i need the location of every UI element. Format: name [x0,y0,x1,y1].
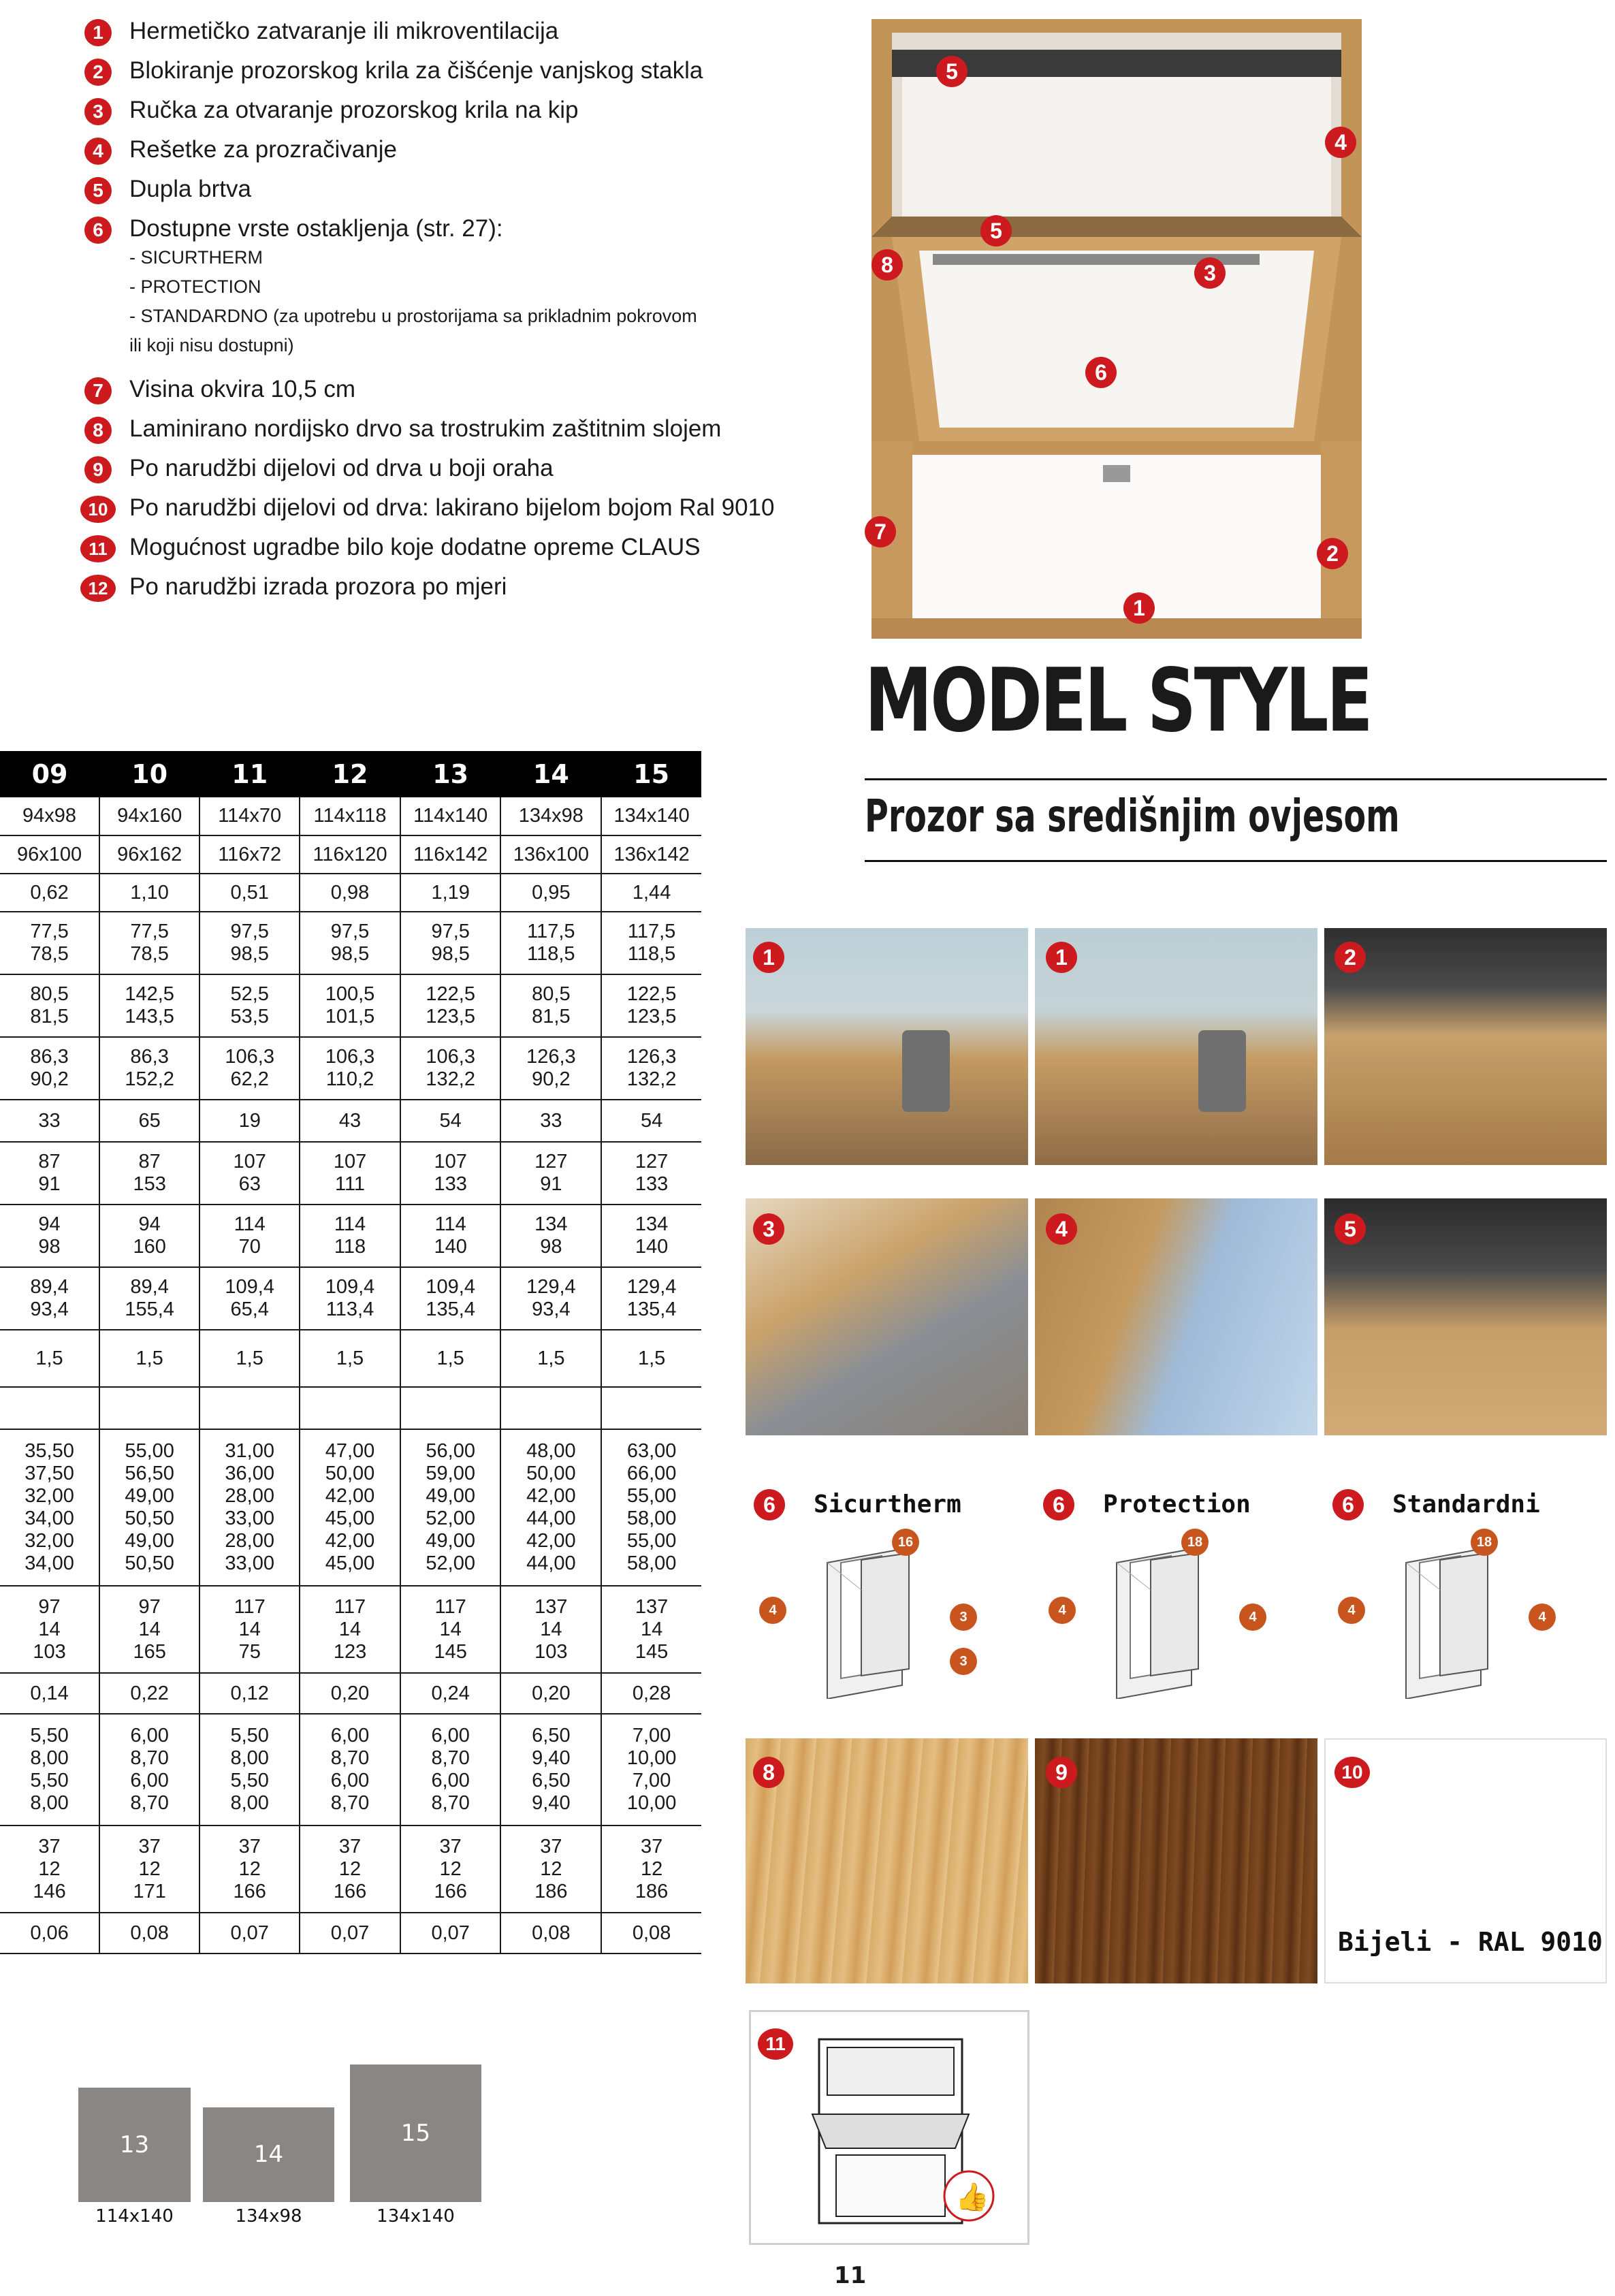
window-callout-2: 2 [1317,538,1348,569]
table-cell: 117,5 118,5 [601,912,701,974]
glazing-num-right: 4 [1239,1604,1266,1631]
table-cell: 80,5 81,5 [0,974,99,1037]
accessory-window-icon [751,2012,1032,2247]
glazing-unit-icon [800,1535,963,1699]
table-cell: 129,4 135,4 [601,1267,701,1330]
table-cell: 37 12 146 [0,1825,99,1913]
table-cell: 0,20 [500,1673,601,1714]
table-cell: 122,5 123,5 [601,974,701,1037]
glazing-num-top: 16 [892,1529,919,1556]
feature-badge-3: 3 [84,98,112,125]
table-cell: 106,3 62,2 [199,1037,300,1100]
feature-text-2: Blokiranje prozorskog krila za čišćenje vanjskog stakla [129,57,703,84]
table-cell: 48,00 50,00 42,00 44,00 42,00 44,00 [500,1429,601,1586]
window-callout-8: 8 [872,249,903,281]
size-box-14: 14 [203,2107,334,2202]
feature-text-7: Visina okvira 10,5 cm [129,376,356,402]
table-cell [300,1387,400,1429]
table-cell: 134x98 [500,797,601,835]
accessory-panel [749,2010,1029,2245]
table-header-14: 14 [500,751,601,797]
table-cell [0,1387,99,1429]
window-callout-7: 7 [865,516,896,547]
table-cell: 43 [300,1100,400,1142]
table-row [0,1913,701,1954]
table-cell: 107 63 [199,1142,300,1205]
table-cell: 97,5 98,5 [400,912,501,974]
finish-white-label: Bijeli - RAL 9010 [1338,1927,1603,1957]
table-header-row [0,751,701,797]
table-cell: 0,22 [99,1673,199,1714]
window-drawing [865,19,1369,639]
feature-text-5: Dupla brtva [129,176,251,202]
table-cell: 134 98 [500,1205,601,1267]
table-cell: 47,00 50,00 42,00 45,00 42,00 45,00 [300,1429,400,1586]
table-row [0,1387,701,1429]
table-cell: 77,5 78,5 [0,912,99,974]
table-cell: 37 12 186 [601,1825,701,1913]
table-cell: 96x162 [99,835,199,874]
table-cell: 80,5 81,5 [500,974,601,1037]
table-cell: 6,00 8,70 6,00 8,70 [400,1714,501,1825]
glazing-sub-2: - PROTECTION [129,276,261,297]
glazing-badge: 6 [1332,1489,1364,1520]
table-cell: 6,00 8,70 6,00 8,70 [99,1714,199,1825]
table-cell: 37 12 186 [500,1825,601,1913]
table-cell: 142,5 143,5 [99,974,199,1037]
table-cell: 65 [99,1100,199,1142]
table-header-13: 13 [400,751,501,797]
table-cell: 35,50 37,50 32,00 34,00 32,00 34,00 [0,1429,99,1586]
table-cell: 94 160 [99,1205,199,1267]
table-cell [500,1387,601,1429]
glazing-sub-4: ili koji nisu dostupni) [129,335,294,355]
table-cell: 97,5 98,5 [300,912,400,974]
size-box-15: 15 [350,2064,481,2202]
glazing-name: Standardni [1392,1490,1540,1518]
table-cell: 1,5 [199,1330,300,1387]
table-cell: 37 12 166 [199,1825,300,1913]
table-cell: 63,00 66,00 55,00 58,00 55,00 58,00 [601,1429,701,1586]
glazing-num-left: 4 [1338,1597,1365,1624]
table-row [0,1142,701,1205]
glazing-num-left: 4 [1049,1597,1076,1624]
table-cell: 114x140 [400,797,501,835]
table-cell: 1,10 [99,874,199,912]
table-cell: 97 14 165 [99,1586,199,1673]
table-row [0,874,701,912]
size-label-14: 134x98 [235,2206,302,2227]
table-cell: 1,5 [400,1330,501,1387]
table-cell: 87 91 [0,1142,99,1205]
window-callout-3: 3 [1194,257,1226,289]
table-cell: 116x120 [300,835,400,874]
table-cell: 0,08 [601,1913,701,1954]
feature-badge-4: 4 [84,138,112,165]
feature-text-4: Rešetke za prozračivanje [129,136,397,163]
table-cell: 117,5 118,5 [500,912,601,974]
table-cell: 97,5 98,5 [199,912,300,974]
glazing-num-right: 3 [950,1604,977,1631]
photo-badge-5: 5 [1334,1213,1366,1245]
feature-text-6: Dostupne vrste ostakljenja (str. 27): [129,215,503,242]
table-cell: 136x142 [601,835,701,874]
table-cell: 116x72 [199,835,300,874]
thumbs-up-icon: 👍 [955,2182,989,2212]
table-header-09: 09 [0,751,99,797]
table-cell: 94x98 [0,797,99,835]
table-row [0,1037,701,1100]
feature-badge-7: 7 [84,377,112,404]
table-cell: 96x100 [0,835,99,874]
table-cell: 137 14 103 [500,1586,601,1673]
table-row [0,1714,701,1825]
size-label-13: 114x140 [95,2206,174,2227]
table-cell: 89,4 155,4 [99,1267,199,1330]
feature-text-11: Mogućnost ugradbe bilo koje dodatne opreme CLAUS [129,534,701,560]
window-callout-5b: 5 [980,215,1012,246]
table-cell: 100,5 101,5 [300,974,400,1037]
photo-badge-1b: 1 [1046,942,1077,973]
finish-pine [746,1738,1028,1983]
table-cell [99,1387,199,1429]
table-cell: 0,62 [0,874,99,912]
table-cell: 129,4 93,4 [500,1267,601,1330]
glazing-sub-3: - STANDARDNO (za upotrebu u prostorijama sa prikladnim pokrovom [129,306,697,326]
table-cell: 114 118 [300,1205,400,1267]
glazing-num-right: 4 [1529,1604,1556,1631]
table-cell: 109,4 135,4 [400,1267,501,1330]
table-cell: 37 12 166 [300,1825,400,1913]
table-header-12: 12 [300,751,400,797]
glazing-protection [1035,1481,1317,1712]
table-cell: 56,00 59,00 49,00 52,00 49,00 52,00 [400,1429,501,1586]
table-cell: 6,00 8,70 6,00 8,70 [300,1714,400,1825]
table-cell: 0,07 [199,1913,300,1954]
table-cell: 0,06 [0,1913,99,1954]
table-row [0,1673,701,1714]
glazing-name: Protection [1103,1490,1251,1518]
table-row [0,797,701,835]
table-cell [400,1387,501,1429]
handle-icon [1198,1030,1246,1112]
table-cell: 94x160 [99,797,199,835]
table-cell: 107 111 [300,1142,400,1205]
finish-badge-9: 9 [1046,1757,1077,1788]
table-cell: 1,19 [400,874,501,912]
glazing-sicurtherm [746,1481,1028,1712]
table-row [0,1267,701,1330]
table-cell: 122,5 123,5 [400,974,501,1037]
table-cell: 37 12 171 [99,1825,199,1913]
table-cell: 114x70 [199,797,300,835]
table-cell: 0,12 [199,1673,300,1714]
table-row [0,1100,701,1142]
table-cell: 106,3 132,2 [400,1037,501,1100]
table-cell: 137 14 145 [601,1586,701,1673]
page-number: 11 [834,2262,867,2289]
feature-badge-9: 9 [84,456,112,483]
table-cell: 0,28 [601,1673,701,1714]
table-cell: 107 133 [400,1142,501,1205]
table-cell: 94 98 [0,1205,99,1267]
table-cell: 52,5 53,5 [199,974,300,1037]
feature-text-9: Po narudžbi dijelovi od drva u boji oraha [129,455,554,481]
table-cell: 106,3 110,2 [300,1037,400,1100]
table-cell: 117 14 145 [400,1586,501,1673]
table-cell: 87 153 [99,1142,199,1205]
table-cell: 114x118 [300,797,400,835]
glazing-num-top: 18 [1181,1529,1209,1556]
feature-badge-5: 5 [84,177,112,204]
feature-badge-11: 11 [80,535,116,562]
feature-text-10: Po narudžbi dijelovi od drva: lakirano bijelom bojom Ral 9010 [129,494,775,521]
window-illustration [865,19,1369,639]
photo-badge-2: 2 [1334,942,1366,973]
accessory-badge: 11 [758,2028,793,2060]
table-cell: 0,20 [300,1673,400,1714]
table-cell: 0,14 [0,1673,99,1714]
title-rule [865,778,1607,780]
table-cell: 0,95 [500,874,601,912]
glazing-unit-icon [1089,1535,1253,1699]
feature-text-1: Hermetičko zatvaranje ili mikroventilacija [129,18,559,44]
glazing-badge: 6 [1043,1489,1074,1520]
photo-seal-b [1035,928,1317,1165]
size-box-13: 13 [78,2088,191,2202]
table-cell: 33 [0,1100,99,1142]
table-cell: 136x100 [500,835,601,874]
table-cell: 109,4 113,4 [300,1267,400,1330]
glazing-num-top: 18 [1471,1529,1498,1556]
table-cell: 5,50 8,00 5,50 8,00 [199,1714,300,1825]
feature-text-12: Po narudžbi izrada prozora po mjeri [129,573,507,600]
table-cell: 126,3 90,2 [500,1037,601,1100]
table-cell: 0,51 [199,874,300,912]
table-cell: 127 133 [601,1142,701,1205]
table-row [0,1205,701,1267]
glazing-sub-1: - SICURTHERM [129,247,263,268]
feature-badge-8: 8 [84,417,112,444]
table-cell: 86,3 152,2 [99,1037,199,1100]
feature-badge-6: 6 [84,217,112,244]
table-cell: 33 [500,1100,601,1142]
table-cell: 6,50 9,40 6,50 9,40 [500,1714,601,1825]
table-cell: 19 [199,1100,300,1142]
table-cell: 117 14 75 [199,1586,300,1673]
feature-text-8: Laminirano nordijsko drvo sa trostrukim zaštitnim slojem [129,415,722,442]
table-cell: 77,5 78,5 [99,912,199,974]
photo-gasket [1324,1198,1607,1435]
feature-badge-12: 12 [80,575,116,602]
photo-vent [1035,1198,1317,1435]
table-cell: 5,50 8,00 5,50 8,00 [0,1714,99,1825]
table-cell: 1,44 [601,874,701,912]
table-cell: 1,5 [500,1330,601,1387]
table-cell: 37 12 166 [400,1825,501,1913]
window-callout-4: 4 [1325,127,1356,158]
spec-table [0,751,701,1954]
feature-badge-1: 1 [84,19,112,46]
table-cell: 0,08 [500,1913,601,1954]
table-cell: 0,08 [99,1913,199,1954]
handle-icon [902,1030,950,1112]
photo-seal-a [746,928,1028,1165]
table-cell: 54 [601,1100,701,1142]
table-row [0,912,701,974]
table-cell: 31,00 36,00 28,00 33,00 28,00 33,00 [199,1429,300,1586]
page-subtitle: Prozor sa središnjim ovjesom [865,790,1400,842]
table-cell: 114 140 [400,1205,501,1267]
table-cell: 55,00 56,50 49,00 50,50 49,00 50,50 [99,1429,199,1586]
table-cell: 0,98 [300,874,400,912]
table-cell [601,1387,701,1429]
size-label-15: 134x140 [377,2206,455,2227]
table-cell: 127 91 [500,1142,601,1205]
glazing-name: Sicurtherm [814,1490,961,1518]
photo-badge-4: 4 [1046,1213,1077,1245]
subtitle-rule [865,860,1607,862]
table-row [0,1586,701,1673]
table-header-10: 10 [99,751,199,797]
photo-lock [1324,928,1607,1165]
window-callout-5a: 5 [936,56,968,87]
glazing-badge: 6 [754,1489,785,1520]
window-callout-1: 1 [1123,592,1155,624]
table-row [0,974,701,1037]
table-row [0,1429,701,1586]
feature-badge-2: 2 [84,59,112,86]
photo-handle [746,1198,1028,1435]
table-cell: 86,3 90,2 [0,1037,99,1100]
table-cell: 1,5 [99,1330,199,1387]
finish-walnut [1035,1738,1317,1983]
table-cell: 109,4 65,4 [199,1267,300,1330]
glazing-num-left: 4 [759,1597,786,1624]
finish-badge-8: 8 [753,1757,784,1788]
table-cell: 54 [400,1100,501,1142]
glazing-num-right2: 3 [950,1648,977,1675]
window-callout-6: 6 [1085,357,1117,388]
table-cell: 89,4 93,4 [0,1267,99,1330]
photo-badge-1a: 1 [753,942,784,973]
table-row [0,1825,701,1913]
table-header-15: 15 [601,751,701,797]
table-cell: 114 70 [199,1205,300,1267]
table-cell: 7,00 10,00 7,00 10,00 [601,1714,701,1825]
feature-badge-10: 10 [80,496,116,523]
table-cell: 134 140 [601,1205,701,1267]
table-row [0,835,701,874]
glazing-standardni [1324,1481,1607,1712]
table-cell: 126,3 132,2 [601,1037,701,1100]
finish-badge-10: 10 [1334,1757,1370,1788]
table-cell: 0,07 [400,1913,501,1954]
table-cell: 1,5 [601,1330,701,1387]
table-cell: 0,07 [300,1913,400,1954]
photo-badge-3: 3 [753,1213,784,1245]
table-cell: 0,24 [400,1673,501,1714]
table-cell: 117 14 123 [300,1586,400,1673]
table-cell: 116x142 [400,835,501,874]
table-row [0,1330,701,1387]
glazing-unit-icon [1379,1535,1542,1699]
table-cell [199,1387,300,1429]
feature-text-3: Ručka za otvaranje prozorskog krila na kip [129,97,579,123]
table-header-11: 11 [199,751,300,797]
table-cell: 1,5 [0,1330,99,1387]
table-cell: 134x140 [601,797,701,835]
page-title: MODEL STYLE [865,650,1371,752]
table-cell: 97 14 103 [0,1586,99,1673]
table-cell: 1,5 [300,1330,400,1387]
